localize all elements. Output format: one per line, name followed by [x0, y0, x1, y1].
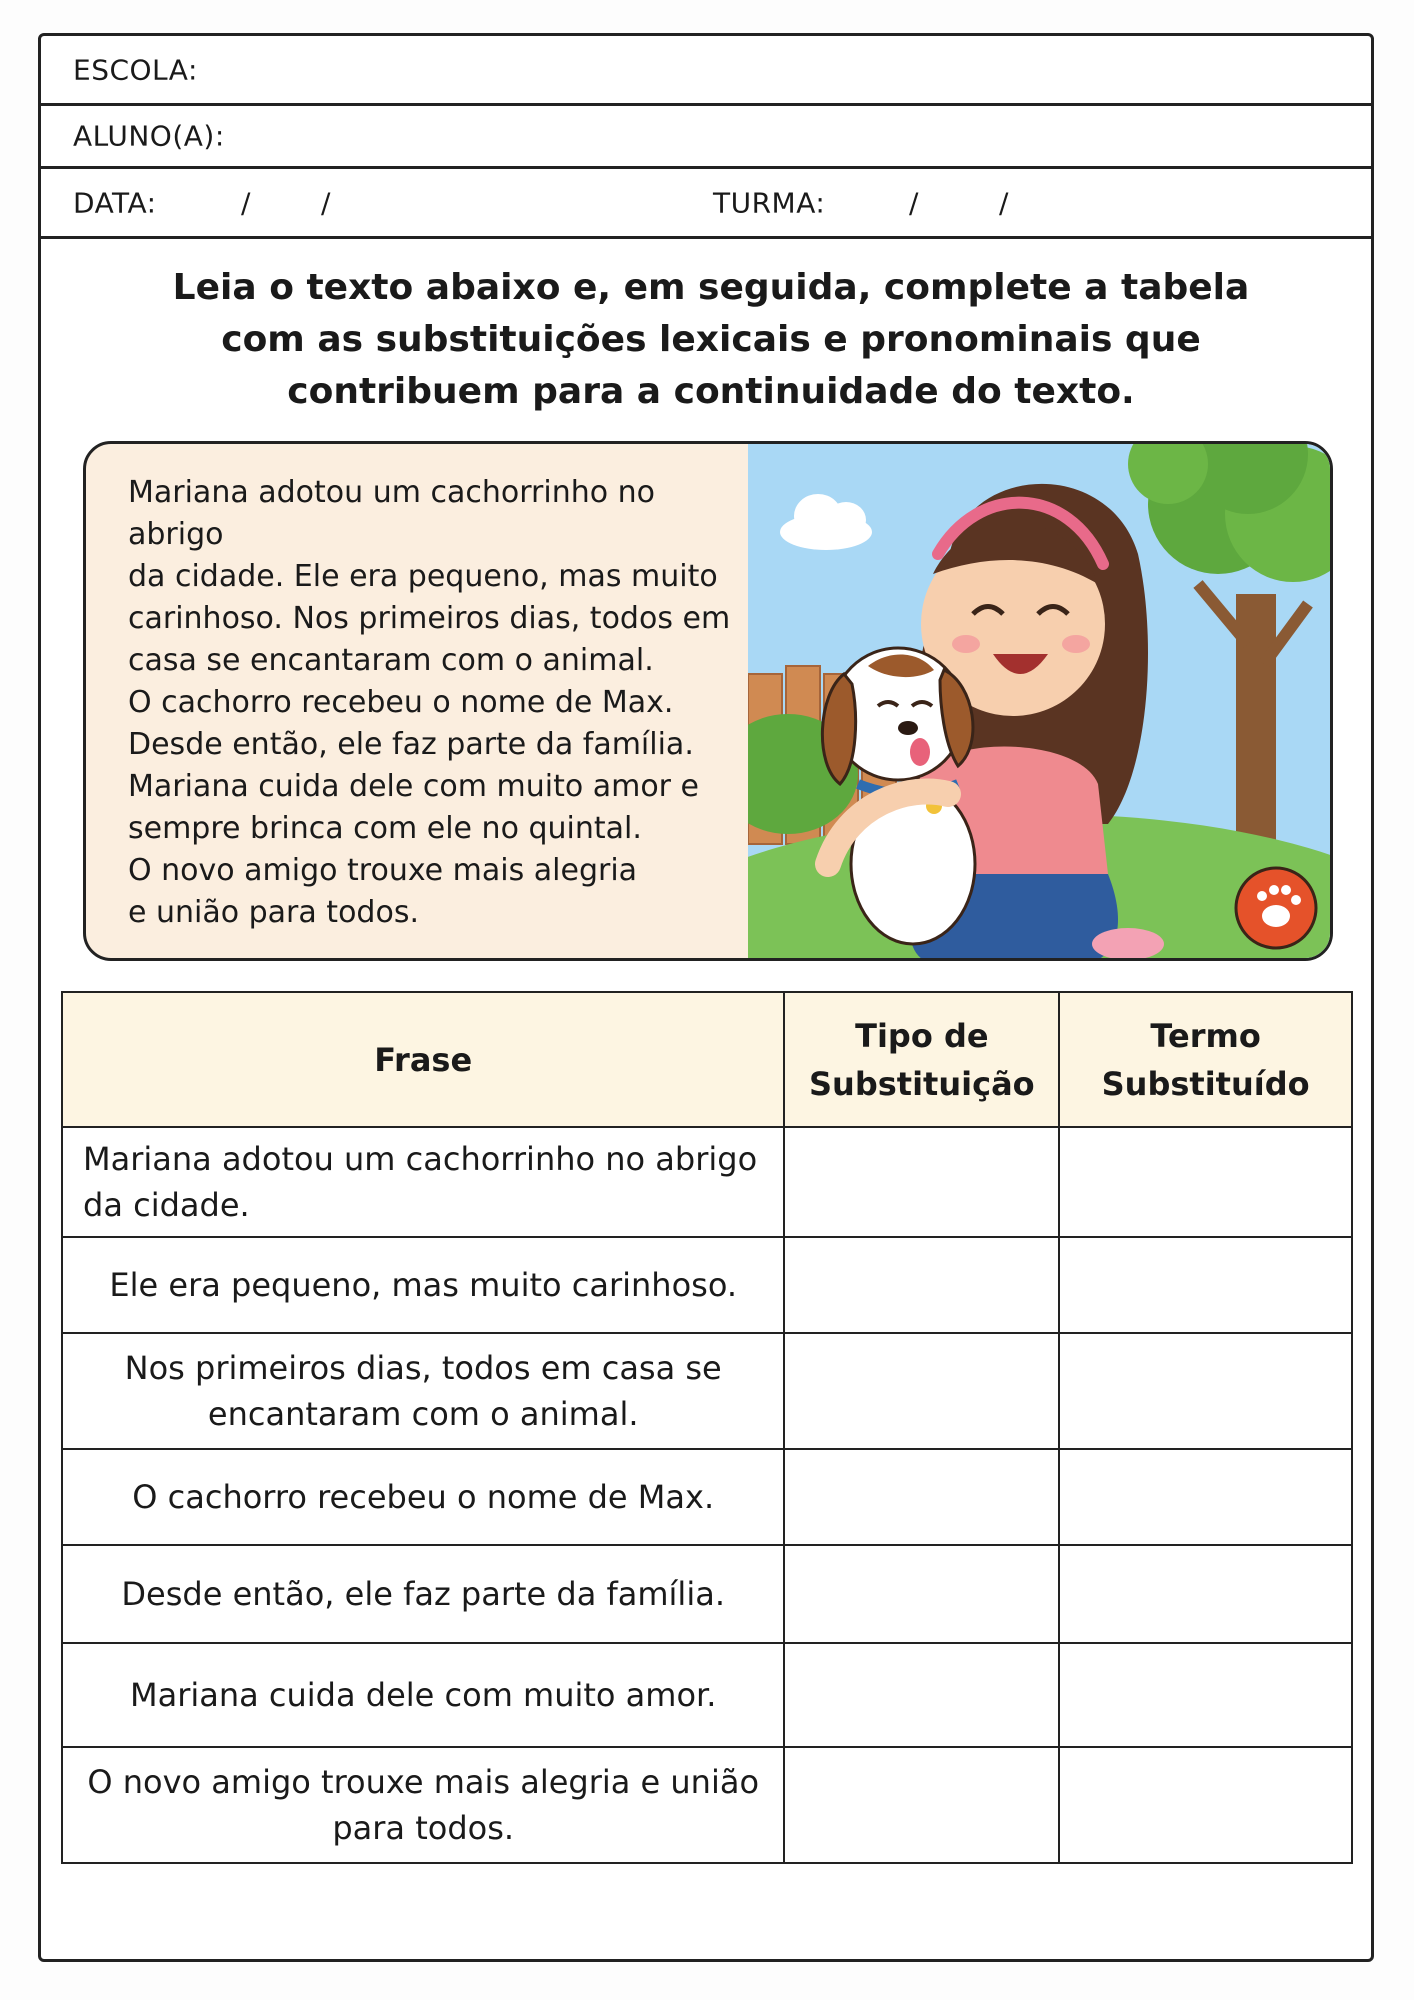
- phrase-cell: Nos primeiros dias, todos em casa se encantaram com o animal.: [62, 1333, 784, 1449]
- class-separator: /: [999, 186, 1009, 219]
- substitution-type-cell[interactable]: [784, 1545, 1059, 1643]
- substituted-term-cell[interactable]: [1059, 1545, 1352, 1643]
- substituted-term-cell[interactable]: [1059, 1237, 1352, 1333]
- table-row: [62, 1449, 1352, 1545]
- date-label: DATA:: [73, 186, 157, 219]
- student-row: [41, 106, 1371, 169]
- table-row: [62, 1545, 1352, 1643]
- school-row: [41, 36, 1371, 106]
- girl-hugging-puppy-illustration: [748, 444, 1333, 961]
- phrase-cell: O cachorro recebeu o nome de Max.: [62, 1449, 784, 1545]
- table-row: [62, 1237, 1352, 1333]
- phrase-cell: O novo amigo trouxe mais alegria e união para todos.: [62, 1747, 784, 1863]
- table-row: [62, 1747, 1352, 1863]
- phrase-cell: Desde então, ele faz parte da família.: [62, 1545, 784, 1643]
- story-text: Mariana adotou um cachorrinho no abrigo da cidade. Ele era pequeno, mas muito carinhoso. Nos primeiros dias, todos em casa se encantaram com o animal. O cachorro recebeu o nome de Max. Desde então, ele faz parte da família. Mariana cuida dele com muito amor e sempre brinca com ele no quintal. O novo amigo trouxe mais alegria e união para todos.: [128, 475, 731, 930]
- table-row: [62, 1333, 1352, 1449]
- substitution-type-cell[interactable]: [784, 1333, 1059, 1449]
- substitution-type-cell[interactable]: [784, 1747, 1059, 1863]
- substitution-type-cell[interactable]: [784, 1643, 1059, 1747]
- phrase-cell: Mariana adotou um cachorrinho no abrigo da cidade.: [62, 1127, 784, 1237]
- instruction-text: Leia o texto abaixo e, em seguida, complete a tabela com as substituições lexicais e pronominais que contribuem para a continuidade do texto.: [172, 267, 1250, 412]
- school-label: ESCOLA:: [73, 53, 198, 86]
- worksheet: [38, 33, 1374, 1962]
- substituted-term-cell[interactable]: [1059, 1127, 1352, 1237]
- substituted-term-cell[interactable]: [1059, 1333, 1352, 1449]
- paw-ball-icon: [1236, 868, 1316, 948]
- substituted-term-cell[interactable]: [1059, 1747, 1352, 1863]
- phrase-cell: Ele era pequeno, mas muito carinhoso.: [62, 1237, 784, 1333]
- class-label: TURMA:: [713, 186, 826, 219]
- substituted-term-cell[interactable]: [1059, 1643, 1352, 1747]
- date-separator: /: [241, 186, 251, 219]
- header-frase: Frase: [62, 992, 784, 1127]
- class-separator: /: [909, 186, 919, 219]
- substituted-term-cell[interactable]: [1059, 1449, 1352, 1545]
- substitution-type-cell[interactable]: [784, 1237, 1059, 1333]
- answer-table: [61, 991, 1353, 1864]
- story-box: [83, 441, 1333, 961]
- table-header-row: [62, 992, 1352, 1127]
- phrase-cell: Mariana cuida dele com muito amor.: [62, 1643, 784, 1747]
- date-separator: /: [321, 186, 331, 219]
- header-termo: Termo Substituído: [1059, 992, 1352, 1127]
- student-label: ALUNO(A):: [73, 119, 225, 153]
- table-row: [62, 1127, 1352, 1237]
- substitution-type-cell[interactable]: [784, 1127, 1059, 1237]
- header-tipo: Tipo de Substituição: [784, 992, 1059, 1127]
- date-class-row: [41, 169, 1371, 239]
- table-row: [62, 1643, 1352, 1747]
- substitution-type-cell[interactable]: [784, 1449, 1059, 1545]
